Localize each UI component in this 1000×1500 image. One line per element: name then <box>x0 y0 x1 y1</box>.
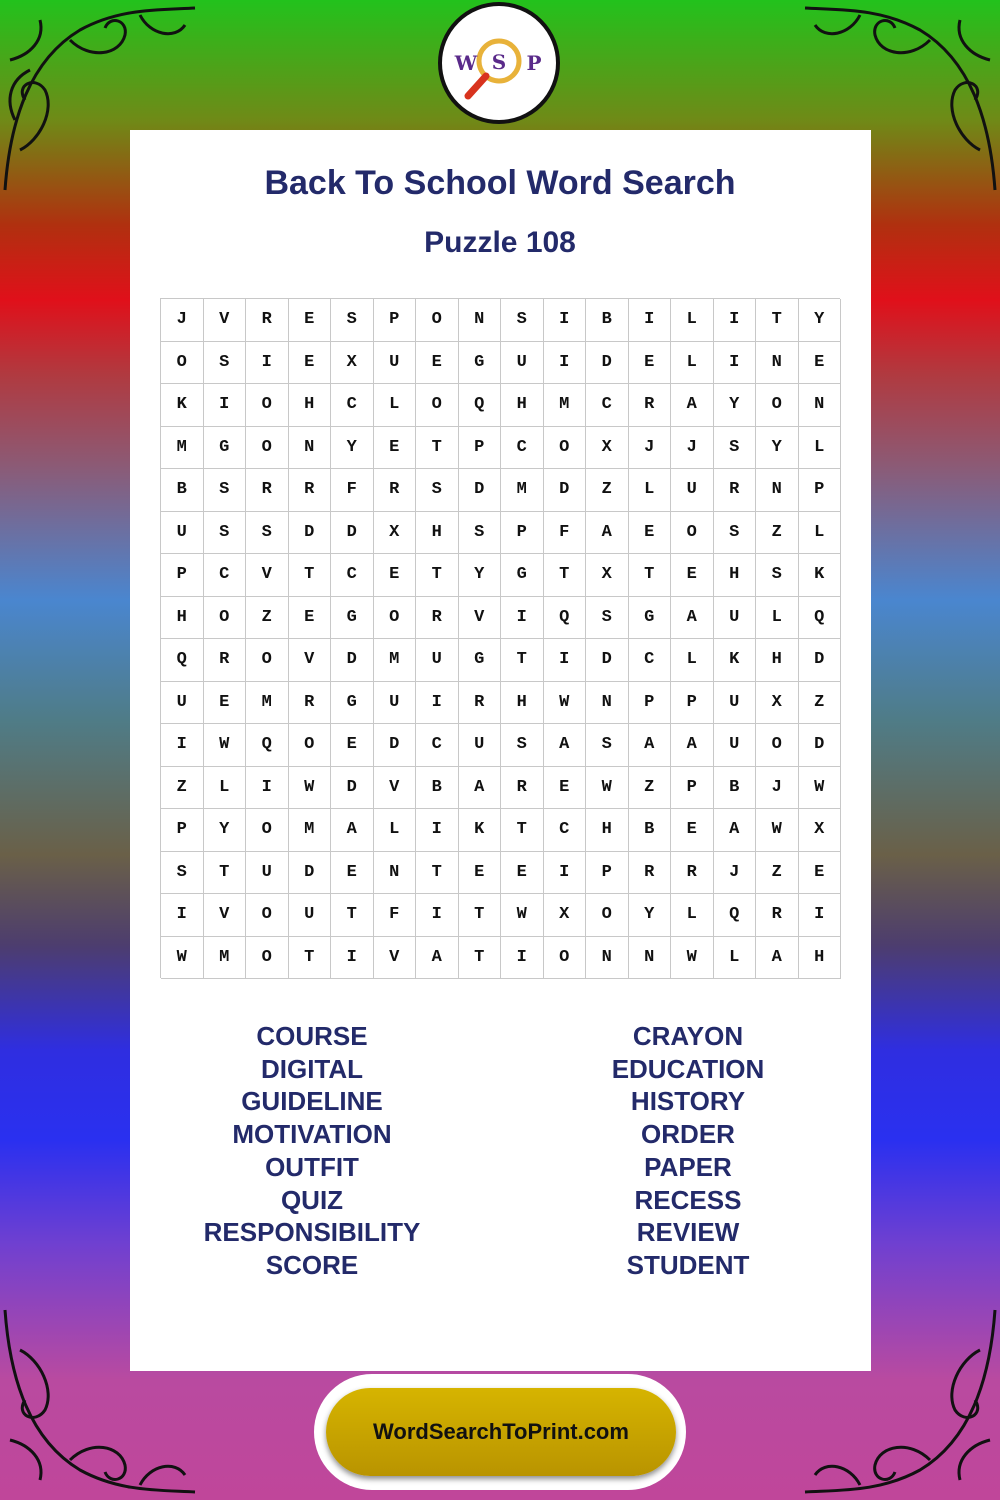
grid-cell[interactable]: R <box>629 852 672 895</box>
grid-cell[interactable]: E <box>204 682 247 725</box>
grid-cell[interactable]: D <box>544 469 587 512</box>
grid-cell[interactable]: V <box>204 299 247 342</box>
grid-cell[interactable]: T <box>501 809 544 852</box>
grid-cell[interactable]: O <box>289 724 332 767</box>
grid-cell[interactable]: N <box>586 937 629 980</box>
grid-cell[interactable]: S <box>501 299 544 342</box>
grid-cell[interactable]: L <box>374 809 417 852</box>
grid-cell[interactable]: U <box>416 639 459 682</box>
grid-cell[interactable]: F <box>374 894 417 937</box>
grid-cell[interactable]: P <box>671 767 714 810</box>
grid-cell[interactable]: W <box>204 724 247 767</box>
grid-cell[interactable]: O <box>416 384 459 427</box>
grid-cell[interactable]: W <box>799 767 842 810</box>
grid-cell[interactable]: F <box>331 469 374 512</box>
grid-cell[interactable]: I <box>246 767 289 810</box>
grid-cell[interactable]: S <box>204 342 247 385</box>
grid-cell[interactable]: T <box>459 894 502 937</box>
grid-cell[interactable]: F <box>544 512 587 555</box>
grid-cell[interactable]: U <box>289 894 332 937</box>
grid-cell[interactable]: V <box>246 554 289 597</box>
grid-cell[interactable]: Q <box>246 724 289 767</box>
grid-cell[interactable]: N <box>629 937 672 980</box>
logo-letter-w: W <box>454 51 478 75</box>
word-list-item: RESPONSIBILITY <box>203 1217 421 1248</box>
grid-cell[interactable]: Y <box>331 427 374 470</box>
word-list-right <box>538 1020 838 1282</box>
word-list-item: COURSE <box>256 1021 368 1051</box>
grid-cell[interactable]: M <box>544 384 587 427</box>
grid-cell[interactable]: P <box>799 469 842 512</box>
grid-cell[interactable]: R <box>671 852 714 895</box>
grid-cell[interactable]: C <box>544 809 587 852</box>
grid-cell[interactable]: S <box>416 469 459 512</box>
grid-cell[interactable]: A <box>586 512 629 555</box>
grid-cell[interactable]: D <box>586 342 629 385</box>
grid-cell[interactable]: R <box>374 469 417 512</box>
grid-cell[interactable]: C <box>501 427 544 470</box>
grid-cell[interactable]: Z <box>586 469 629 512</box>
grid-cell[interactable]: M <box>501 469 544 512</box>
grid-cell[interactable]: O <box>246 809 289 852</box>
grid-cell[interactable]: O <box>246 384 289 427</box>
page-title: Back To School Word Search <box>264 164 736 202</box>
grid-cell[interactable]: W <box>756 809 799 852</box>
grid-cell[interactable]: Z <box>246 597 289 640</box>
grid-cell[interactable]: B <box>586 299 629 342</box>
grid-cell[interactable]: H <box>501 384 544 427</box>
grid-cell[interactable]: C <box>204 554 247 597</box>
grid-cell[interactable]: Y <box>204 809 247 852</box>
grid-cell[interactable]: W <box>161 937 204 980</box>
grid-cell[interactable]: E <box>289 597 332 640</box>
grid-cell[interactable]: S <box>204 469 247 512</box>
grid-cell[interactable]: P <box>161 809 204 852</box>
grid-cell[interactable]: G <box>459 342 502 385</box>
grid-cell[interactable]: E <box>374 554 417 597</box>
grid-cell[interactable]: D <box>586 639 629 682</box>
grid-cell[interactable]: W <box>586 767 629 810</box>
word-list-item: MOTIVATION <box>232 1119 392 1150</box>
grid-cell[interactable]: U <box>714 597 757 640</box>
puzzle-number: Puzzle 108 <box>424 226 576 259</box>
grid-cell[interactable]: P <box>501 512 544 555</box>
grid-cell[interactable]: S <box>714 512 757 555</box>
word-list-item: DIGITAL <box>260 1053 364 1084</box>
grid-cell[interactable]: O <box>246 427 289 470</box>
letter-grid <box>160 298 840 978</box>
grid-cell[interactable]: X <box>374 512 417 555</box>
grid-cell[interactable]: G <box>204 427 247 470</box>
word-list-item: RECESS <box>634 1184 742 1215</box>
grid-cell[interactable]: K <box>161 384 204 427</box>
word-list-item: ORDER <box>641 1119 735 1150</box>
grid-cell[interactable]: B <box>161 469 204 512</box>
grid-cell[interactable]: S <box>161 852 204 895</box>
grid-cell[interactable]: T <box>459 937 502 980</box>
grid-cell[interactable]: J <box>714 852 757 895</box>
grid-cell[interactable]: V <box>204 894 247 937</box>
grid-cell[interactable]: K <box>714 639 757 682</box>
grid-cell[interactable]: N <box>756 469 799 512</box>
grid-cell[interactable]: R <box>756 894 799 937</box>
grid-cell[interactable]: L <box>629 469 672 512</box>
grid-cell[interactable]: R <box>714 469 757 512</box>
grid-cell[interactable]: R <box>246 469 289 512</box>
grid-cell[interactable]: A <box>671 384 714 427</box>
grid-cell[interactable]: O <box>544 937 587 980</box>
grid-cell[interactable]: D <box>289 852 332 895</box>
grid-cell[interactable]: D <box>331 512 374 555</box>
grid-cell[interactable]: A <box>544 724 587 767</box>
grid-cell[interactable]: S <box>586 597 629 640</box>
grid-cell[interactable]: E <box>289 342 332 385</box>
grid-cell[interactable]: I <box>331 937 374 980</box>
grid-cell[interactable]: D <box>331 639 374 682</box>
grid-cell[interactable]: S <box>756 554 799 597</box>
grid-cell[interactable]: U <box>161 512 204 555</box>
grid-cell[interactable]: S <box>204 512 247 555</box>
grid-cell[interactable]: I <box>161 724 204 767</box>
grid-cell[interactable]: O <box>246 639 289 682</box>
grid-cell[interactable]: S <box>586 724 629 767</box>
grid-cell[interactable]: E <box>416 342 459 385</box>
grid-cell[interactable]: D <box>331 767 374 810</box>
grid-cell[interactable]: H <box>501 682 544 725</box>
grid-cell[interactable]: C <box>331 554 374 597</box>
grid-cell[interactable]: O <box>671 512 714 555</box>
grid-cell[interactable]: A <box>459 767 502 810</box>
grid-cell[interactable]: P <box>459 427 502 470</box>
grid-cell[interactable]: Q <box>161 639 204 682</box>
grid-cell[interactable]: U <box>714 682 757 725</box>
grid-cell[interactable]: X <box>586 427 629 470</box>
grid-cell[interactable]: L <box>671 299 714 342</box>
grid-cell[interactable]: Q <box>459 384 502 427</box>
grid-cell[interactable]: T <box>416 852 459 895</box>
grid-cell[interactable]: L <box>756 597 799 640</box>
grid-cell[interactable]: O <box>756 384 799 427</box>
grid-cell[interactable]: L <box>714 937 757 980</box>
grid-cell[interactable]: V <box>374 767 417 810</box>
grid-cell[interactable]: A <box>629 724 672 767</box>
grid-cell[interactable]: E <box>459 852 502 895</box>
grid-cell[interactable]: Y <box>459 554 502 597</box>
grid-cell[interactable]: Z <box>799 682 842 725</box>
logo-letter-s: S <box>491 50 507 74</box>
word-list-left <box>162 1020 462 1282</box>
grid-cell[interactable]: T <box>416 554 459 597</box>
grid-cell[interactable]: U <box>374 342 417 385</box>
grid-cell[interactable]: T <box>629 554 672 597</box>
grid-cell[interactable]: T <box>289 554 332 597</box>
grid-cell[interactable]: K <box>799 554 842 597</box>
grid-cell[interactable]: C <box>331 384 374 427</box>
grid-cell[interactable]: Y <box>756 427 799 470</box>
grid-cell[interactable]: R <box>416 597 459 640</box>
grid-cell[interactable]: M <box>289 809 332 852</box>
grid-cell[interactable]: E <box>629 512 672 555</box>
grid-cell[interactable]: S <box>714 427 757 470</box>
grid-cell[interactable]: J <box>629 427 672 470</box>
grid-cell[interactable]: V <box>459 597 502 640</box>
grid-cell[interactable]: U <box>714 724 757 767</box>
grid-cell[interactable]: S <box>459 512 502 555</box>
grid-cell[interactable]: P <box>671 682 714 725</box>
grid-cell[interactable]: R <box>501 767 544 810</box>
grid-cell[interactable]: U <box>459 724 502 767</box>
grid-cell[interactable]: I <box>204 384 247 427</box>
grid-cell[interactable]: P <box>374 299 417 342</box>
grid-cell[interactable]: C <box>586 384 629 427</box>
grid-cell[interactable]: H <box>161 597 204 640</box>
grid-cell[interactable]: U <box>501 342 544 385</box>
grid-cell[interactable]: B <box>714 767 757 810</box>
grid-cell[interactable]: X <box>586 554 629 597</box>
grid-cell[interactable]: O <box>246 937 289 980</box>
grid-cell[interactable]: S <box>331 299 374 342</box>
grid-cell[interactable]: U <box>161 682 204 725</box>
grid-cell[interactable]: C <box>416 724 459 767</box>
grid-cell[interactable]: I <box>714 299 757 342</box>
grid-cell[interactable]: T <box>331 894 374 937</box>
grid-cell[interactable]: E <box>374 427 417 470</box>
grid-cell[interactable]: J <box>671 427 714 470</box>
grid-cell[interactable]: O <box>544 427 587 470</box>
grid-cell[interactable]: L <box>671 639 714 682</box>
grid-cell[interactable]: X <box>799 809 842 852</box>
grid-cell[interactable]: A <box>331 809 374 852</box>
grid-cell[interactable]: D <box>289 512 332 555</box>
word-list-item: STUDENT <box>626 1249 750 1280</box>
grid-cell[interactable]: U <box>671 469 714 512</box>
grid-cell[interactable]: O <box>204 597 247 640</box>
grid-cell[interactable]: S <box>246 512 289 555</box>
grid-cell[interactable]: A <box>756 937 799 980</box>
word-list-item: CRAYON <box>632 1021 744 1051</box>
grid-cell[interactable]: W <box>671 937 714 980</box>
grid-cell[interactable]: R <box>204 639 247 682</box>
grid-cell[interactable]: O <box>416 299 459 342</box>
grid-cell[interactable]: A <box>671 597 714 640</box>
grid-cell[interactable]: T <box>416 427 459 470</box>
grid-cell[interactable]: D <box>374 724 417 767</box>
grid-cell[interactable]: H <box>289 384 332 427</box>
grid-cell[interactable]: H <box>756 639 799 682</box>
grid-cell[interactable]: R <box>289 469 332 512</box>
grid-cell[interactable]: P <box>586 852 629 895</box>
grid-cell[interactable]: O <box>374 597 417 640</box>
grid-cell[interactable]: X <box>756 682 799 725</box>
grid-cell[interactable]: X <box>544 894 587 937</box>
grid-cell[interactable]: M <box>204 937 247 980</box>
grid-cell[interactable]: E <box>331 724 374 767</box>
grid-cell[interactable]: J <box>756 767 799 810</box>
grid-cell[interactable]: E <box>799 852 842 895</box>
grid-cell[interactable]: Z <box>161 767 204 810</box>
grid-cell[interactable]: H <box>416 512 459 555</box>
grid-cell[interactable]: W <box>501 894 544 937</box>
grid-cell[interactable]: Y <box>629 894 672 937</box>
grid-cell[interactable]: Y <box>714 384 757 427</box>
grid-cell[interactable]: I <box>714 342 757 385</box>
grid-cell[interactable]: Z <box>756 852 799 895</box>
grid-cell[interactable]: H <box>586 809 629 852</box>
grid-cell[interactable]: T <box>289 937 332 980</box>
grid-cell[interactable]: G <box>331 597 374 640</box>
grid-cell[interactable]: W <box>544 682 587 725</box>
grid-cell[interactable]: E <box>289 299 332 342</box>
grid-cell[interactable]: U <box>246 852 289 895</box>
grid-cell[interactable]: O <box>161 342 204 385</box>
grid-cell[interactable]: Q <box>799 597 842 640</box>
grid-cell[interactable]: T <box>756 299 799 342</box>
logo-letter-p: P <box>526 51 542 75</box>
grid-cell[interactable]: P <box>161 554 204 597</box>
grid-cell[interactable]: I <box>544 342 587 385</box>
grid-cell[interactable]: N <box>586 682 629 725</box>
grid-cell[interactable]: M <box>161 427 204 470</box>
grid-cell[interactable]: G <box>501 554 544 597</box>
grid-cell[interactable]: M <box>246 682 289 725</box>
grid-cell[interactable]: I <box>544 639 587 682</box>
grid-cell[interactable]: I <box>501 937 544 980</box>
website-link-button[interactable]: WordSearchToPrint.com <box>326 1388 676 1476</box>
word-list-item: GUIDELINE <box>241 1086 383 1117</box>
grid-cell[interactable]: R <box>459 682 502 725</box>
grid-cell[interactable]: L <box>671 342 714 385</box>
grid-cell[interactable]: L <box>799 512 842 555</box>
grid-cell[interactable]: L <box>671 894 714 937</box>
grid-cell[interactable]: V <box>374 937 417 980</box>
grid-cell[interactable]: B <box>416 767 459 810</box>
grid-cell[interactable]: X <box>331 342 374 385</box>
grid-cell[interactable]: N <box>799 384 842 427</box>
grid-cell[interactable]: K <box>459 809 502 852</box>
word-list-item: HISTORY <box>630 1086 746 1117</box>
grid-cell[interactable]: A <box>714 809 757 852</box>
word-list-item: REVIEW <box>636 1217 740 1248</box>
grid-cell[interactable]: R <box>629 384 672 427</box>
grid-cell[interactable]: O <box>586 894 629 937</box>
grid-cell[interactable]: N <box>459 299 502 342</box>
grid-cell[interactable]: I <box>246 342 289 385</box>
grid-cell[interactable]: E <box>501 852 544 895</box>
grid-cell[interactable]: N <box>756 342 799 385</box>
grid-cell[interactable]: L <box>374 384 417 427</box>
grid-cell[interactable]: T <box>204 852 247 895</box>
grid-cell[interactable]: M <box>374 639 417 682</box>
grid-cell[interactable]: E <box>629 342 672 385</box>
grid-cell[interactable]: U <box>374 682 417 725</box>
grid-cell[interactable]: J <box>161 299 204 342</box>
grid-cell[interactable]: N <box>374 852 417 895</box>
grid-cell[interactable]: Y <box>799 299 842 342</box>
grid-cell[interactable]: L <box>799 427 842 470</box>
grid-cell[interactable]: R <box>246 299 289 342</box>
grid-cell[interactable]: R <box>289 682 332 725</box>
grid-cell[interactable]: N <box>289 427 332 470</box>
grid-cell[interactable]: W <box>289 767 332 810</box>
grid-cell[interactable]: B <box>629 809 672 852</box>
grid-cell[interactable]: S <box>501 724 544 767</box>
site-logo[interactable] <box>438 2 560 124</box>
word-list-item: SCORE <box>265 1249 359 1280</box>
word-list-item: OUTFIT <box>265 1151 359 1182</box>
grid-cell[interactable]: I <box>416 809 459 852</box>
grid-cell[interactable]: P <box>629 682 672 725</box>
grid-cell[interactable]: I <box>544 852 587 895</box>
grid-cell[interactable]: G <box>459 639 502 682</box>
grid-cell[interactable]: G <box>629 597 672 640</box>
word-list-item: PAPER <box>644 1151 732 1182</box>
grid-cell[interactable]: O <box>246 894 289 937</box>
grid-cell[interactable]: C <box>629 639 672 682</box>
grid-cell[interactable]: H <box>799 937 842 980</box>
grid-cell[interactable]: D <box>799 639 842 682</box>
grid-cell[interactable]: E <box>799 342 842 385</box>
grid-cell[interactable]: I <box>416 894 459 937</box>
grid-cell[interactable]: T <box>544 554 587 597</box>
grid-cell[interactable]: H <box>714 554 757 597</box>
grid-cell[interactable]: D <box>799 724 842 767</box>
grid-cell[interactable]: E <box>671 809 714 852</box>
grid-cell[interactable]: I <box>799 894 842 937</box>
grid-cell[interactable]: Z <box>756 512 799 555</box>
grid-cell[interactable]: T <box>501 639 544 682</box>
grid-cell[interactable]: E <box>671 554 714 597</box>
grid-cell[interactable]: V <box>289 639 332 682</box>
grid-cell[interactable]: L <box>204 767 247 810</box>
word-list-item: QUIZ <box>280 1184 344 1215</box>
grid-cell[interactable]: Z <box>629 767 672 810</box>
grid-cell[interactable]: I <box>501 597 544 640</box>
grid-cell[interactable]: O <box>756 724 799 767</box>
grid-cell[interactable]: D <box>459 469 502 512</box>
grid-cell[interactable]: I <box>161 894 204 937</box>
grid-cell[interactable]: G <box>331 682 374 725</box>
grid-cell[interactable]: I <box>416 682 459 725</box>
grid-cell[interactable]: E <box>331 852 374 895</box>
grid-cell[interactable]: A <box>416 937 459 980</box>
grid-cell[interactable]: I <box>544 299 587 342</box>
grid-cell[interactable]: Q <box>714 894 757 937</box>
grid-cell[interactable]: A <box>671 724 714 767</box>
grid-cell[interactable]: Q <box>544 597 587 640</box>
word-list-item: EDUCATION <box>611 1053 765 1084</box>
grid-cell[interactable]: I <box>629 299 672 342</box>
grid-cell[interactable]: E <box>544 767 587 810</box>
